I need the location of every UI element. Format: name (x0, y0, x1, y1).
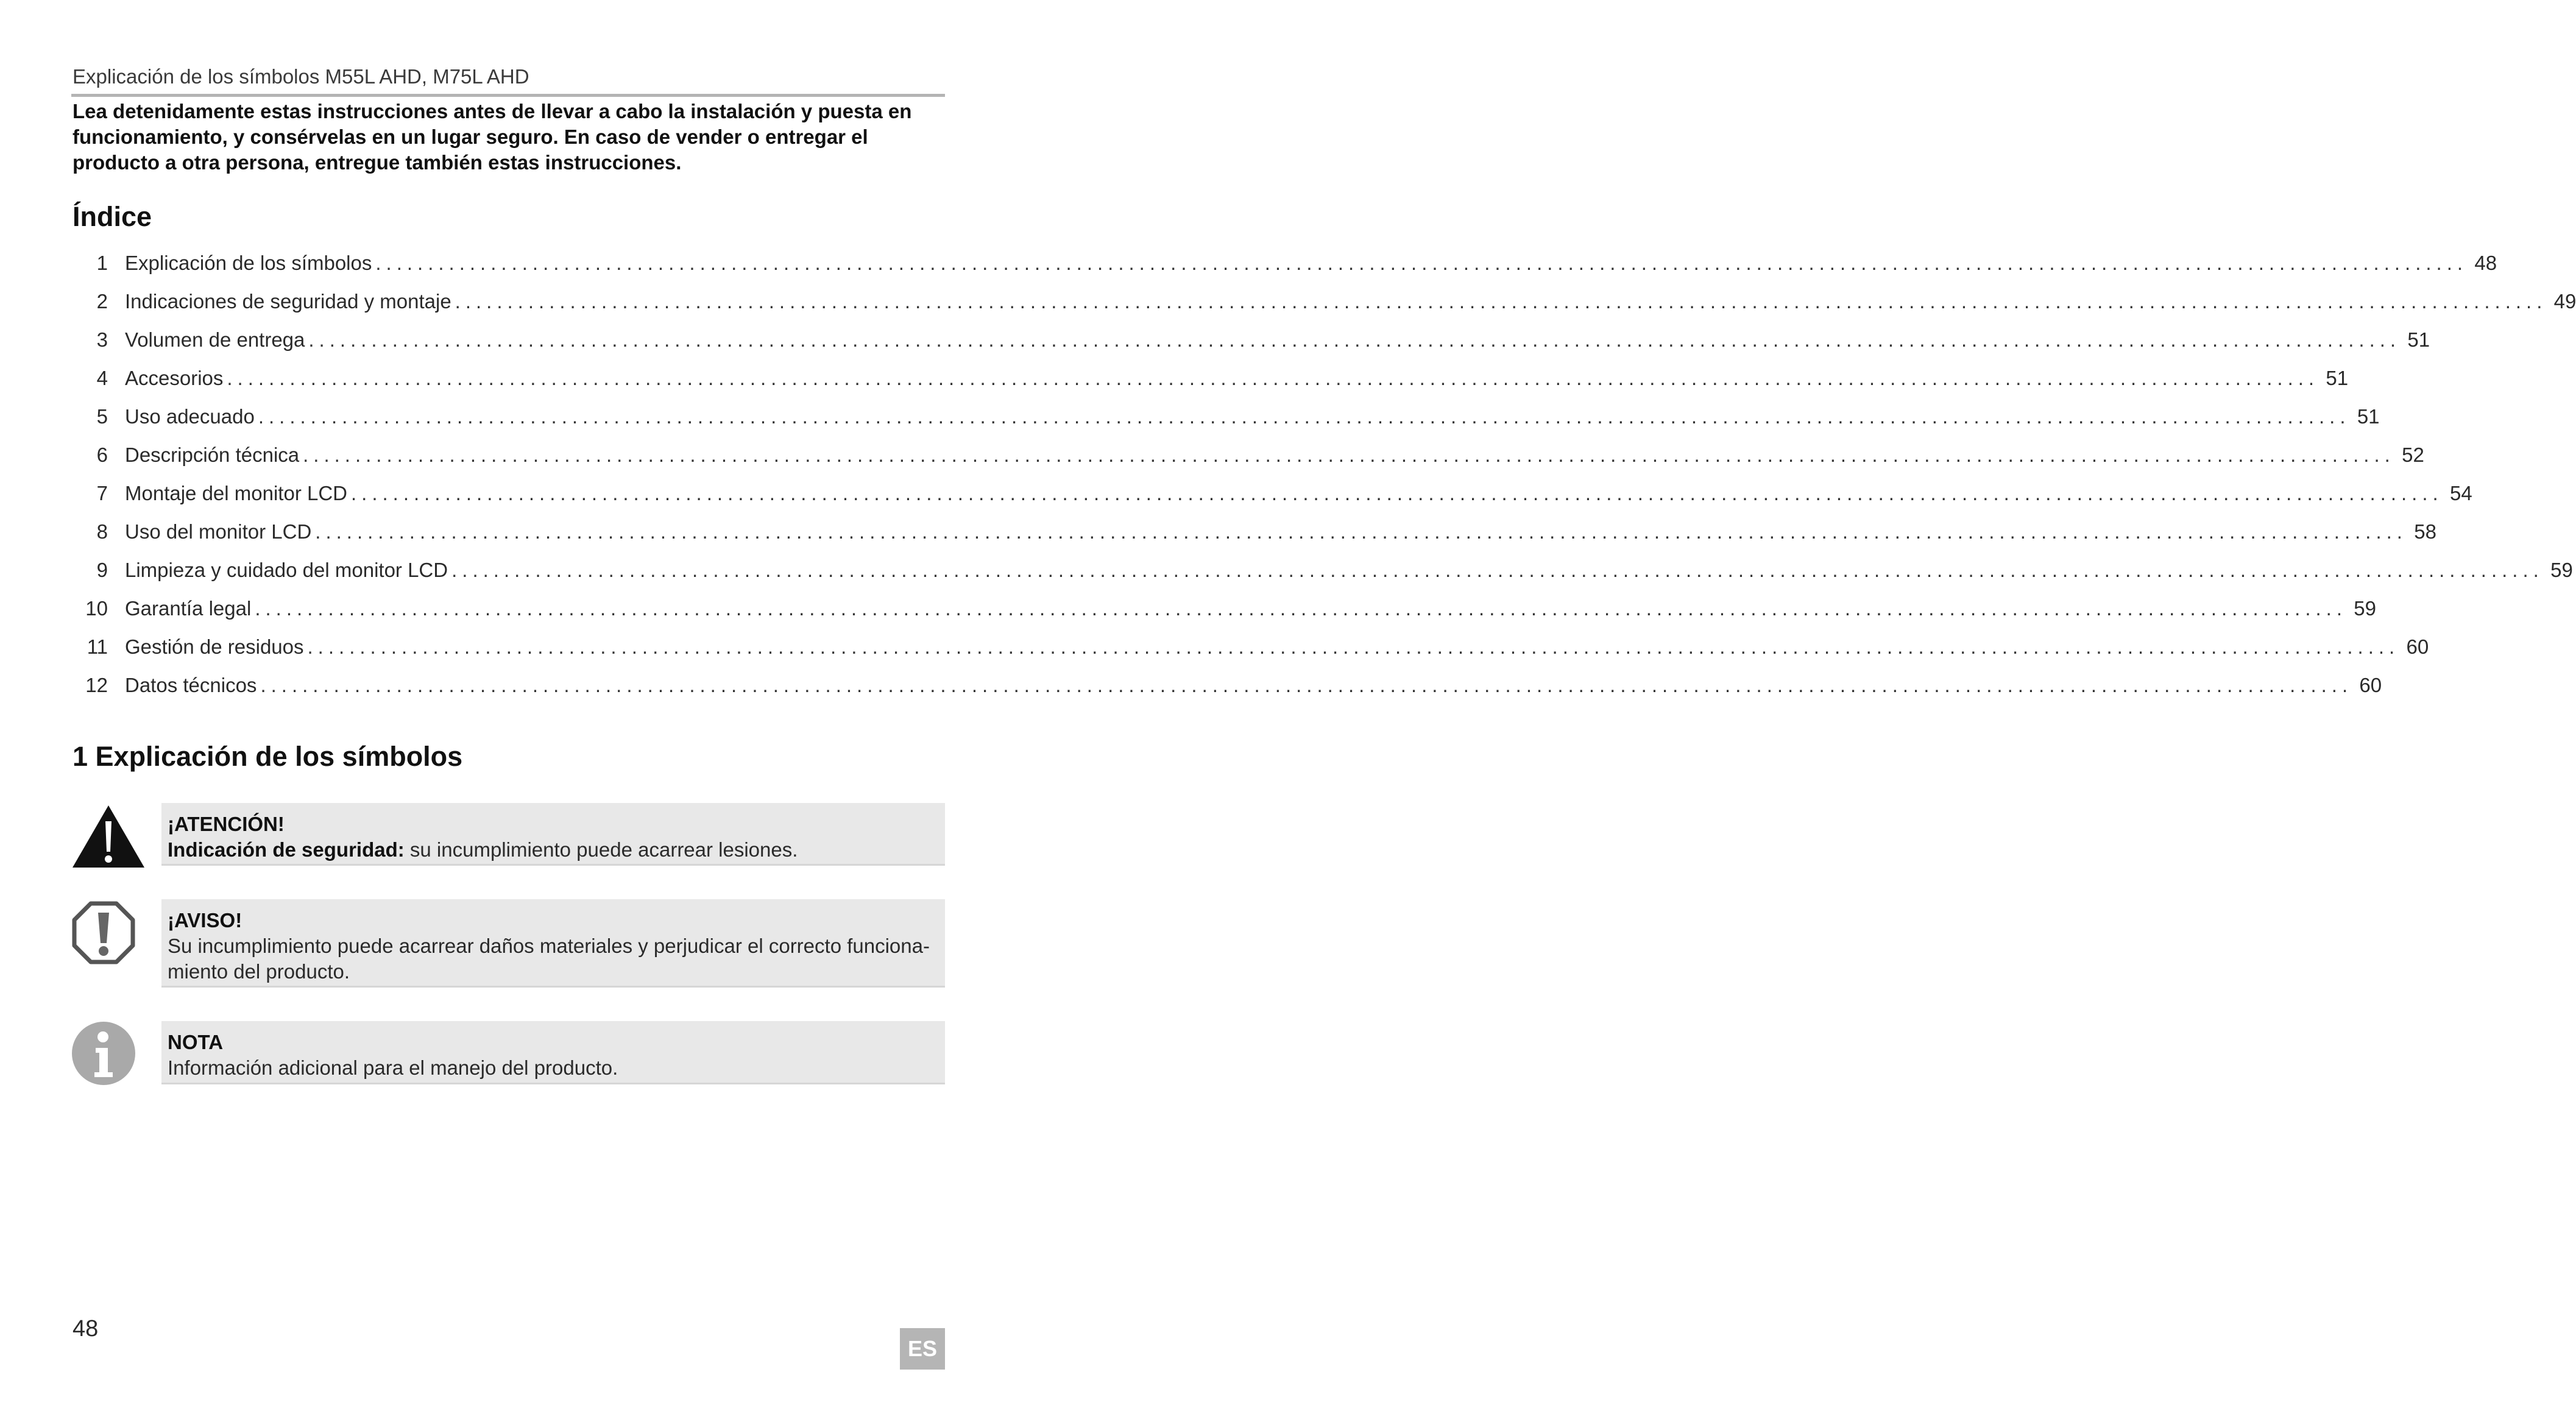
caution-heading: ¡AVISO! (168, 909, 242, 932)
caution-notice (71, 899, 945, 991)
toc-item-title: Datos técnicos (125, 673, 257, 696)
toc-item-page: 51 (2357, 405, 2380, 428)
section-title: 1 Explicación de los símbolos (73, 741, 463, 772)
toc-item-number: 11 (87, 635, 108, 658)
toc-dot-leader: ........................................................................................................................................................................................................ (227, 366, 2319, 389)
toc-item-page: 60 (2406, 635, 2429, 658)
toc-item-page: 58 (2414, 520, 2436, 543)
toc-item-number: 6 (96, 443, 108, 466)
toc-item[interactable] (73, 359, 2349, 397)
page-number: 48 (73, 1316, 99, 1342)
table-of-contents (73, 244, 2576, 704)
toc-item-title: Volumen de entrega (125, 328, 305, 351)
toc-item-page: 51 (2407, 328, 2430, 351)
attention-heading: ¡ATENCIÓN! (168, 813, 285, 835)
toc-item-title: Explicación de los símbolos (125, 251, 372, 274)
toc-item-title: Garantía legal (125, 596, 252, 620)
toc-item-number: 3 (96, 328, 108, 351)
toc-item-number: 5 (96, 405, 108, 428)
toc-item[interactable] (73, 397, 2380, 436)
header-divider (71, 94, 945, 97)
toc-dot-leader: ........................................................................................................................................................................................................ (307, 635, 2400, 658)
toc-dot-leader: ........................................................................................................................................................................................................ (451, 558, 2544, 581)
toc-item[interactable] (73, 244, 2497, 282)
attention-text (168, 837, 939, 863)
toc-item-number: 1 (96, 251, 108, 274)
toc-item-number: 4 (96, 366, 108, 389)
info-heading: NOTA (168, 1031, 224, 1053)
toc-dot-leader: ........................................................................................................................................................................................................ (308, 328, 2401, 351)
info-text: Información adicional para el manejo del producto. (168, 1056, 618, 1079)
toc-title: Índice (73, 201, 152, 232)
running-header: Explicación de los símbolos M55L AHD, M75L AHD (73, 65, 529, 88)
toc-item[interactable] (73, 474, 2472, 512)
toc-item-number: 2 (96, 289, 108, 313)
toc-dot-leader: ........................................................................................................................................................................................................ (375, 251, 2468, 274)
toc-item-page: 54 (2449, 481, 2472, 504)
toc-dot-leader: ........................................................................................................................................................................................................ (315, 520, 2407, 543)
toc-item[interactable] (73, 512, 2436, 551)
toc-item[interactable] (73, 628, 2429, 666)
intro-instructions: Lea detenidamente estas instrucciones antes de llevar a cabo la instalación y puesta en funcionamiento, y consérvelas en un lugar seguro. En caso de vender o entregar el producto a otra persona, entregue también estas instrucciones. (73, 100, 912, 174)
toc-item-page: 59 (2354, 596, 2377, 620)
caution-box (161, 899, 945, 988)
toc-item-number: 7 (96, 481, 108, 504)
toc-item-title: Indicaciones de seguridad y montaje (125, 289, 451, 313)
toc-item-page: 49 (2553, 289, 2576, 313)
toc-item[interactable] (73, 320, 2430, 359)
toc-dot-leader: ........................................................................................................................................................................................................ (258, 405, 2351, 428)
attention-label: Indicación de seguridad: (168, 838, 405, 861)
attention-description: su incumplimiento puede acarrear lesiones. (404, 838, 798, 861)
toc-item-title: Montaje del monitor LCD (125, 481, 347, 504)
toc-item-page: 60 (2359, 673, 2382, 696)
toc-dot-leader: ........................................................................................................................................................................................................ (303, 443, 2395, 466)
toc-dot-leader: ........................................................................................................................................................................................................ (260, 673, 2353, 696)
toc-item[interactable] (73, 436, 2424, 474)
toc-item-number: 12 (85, 673, 108, 696)
toc-dot-leader: ........................................................................................................................................................................................................ (455, 289, 2547, 313)
toc-item-title: Descripción técnica (125, 443, 300, 466)
toc-item[interactable] (73, 589, 2377, 628)
toc-dot-leader: ........................................................................................................................................................................................................ (255, 596, 2348, 620)
toc-dot-leader: ........................................................................................................................................................................................................ (351, 481, 2443, 504)
toc-item-page: 59 (2550, 558, 2573, 581)
toc-item-title: Uso del monitor LCD (125, 520, 312, 543)
info-box (161, 1021, 945, 1084)
caution-text: Su incumplimiento puede acarrear daños materiales y perjudicar el correcto funciona-miento del producto. (168, 935, 930, 983)
toc-item-page: 48 (2474, 251, 2497, 274)
language-badge: ES (900, 1328, 945, 1370)
octagon-exclamation-icon (71, 900, 136, 968)
toc-item[interactable] (73, 666, 2382, 704)
info-circle-icon (71, 1021, 136, 1089)
attention-box (161, 803, 945, 866)
toc-item-number: 10 (85, 596, 108, 620)
toc-item[interactable] (73, 282, 2576, 320)
toc-item-page: 52 (2402, 443, 2424, 466)
attention-notice (71, 803, 945, 870)
toc-item[interactable] (73, 551, 2573, 589)
toc-item-title: Limpieza y cuidado del monitor LCD (125, 558, 448, 581)
toc-item-number: 8 (96, 520, 108, 543)
warning-triangle-icon (71, 803, 146, 873)
toc-item-number: 9 (96, 558, 108, 581)
toc-item-title: Accesorios (125, 366, 224, 389)
toc-item-page: 51 (2326, 366, 2349, 389)
toc-item-title: Uso adecuado (125, 405, 255, 428)
info-notice (71, 1021, 945, 1088)
toc-item-title: Gestión de residuos (125, 635, 304, 658)
